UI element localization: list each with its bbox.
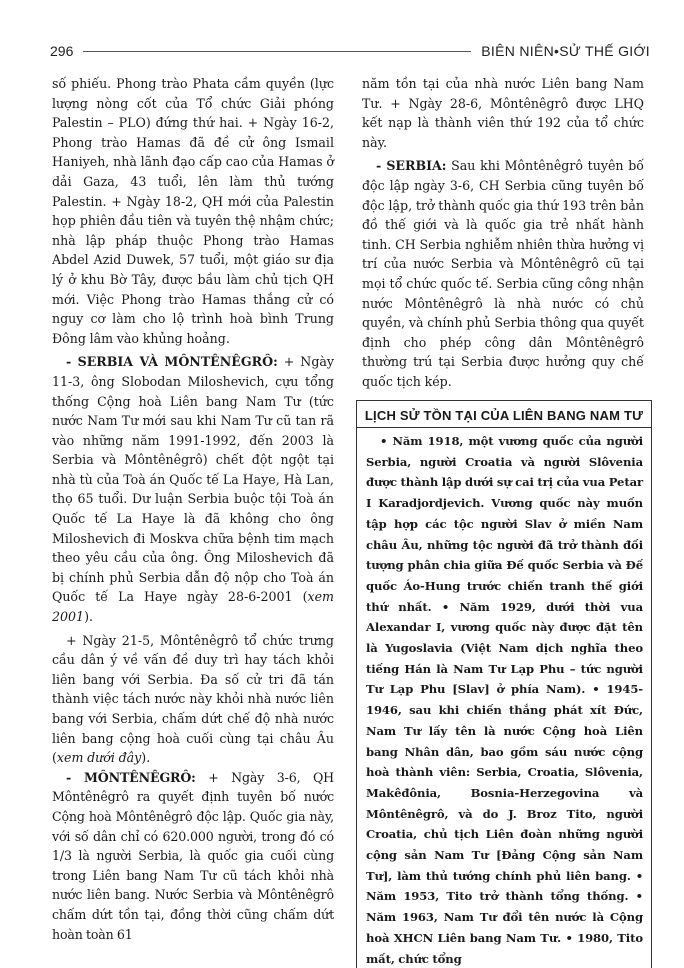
- paragraph-serbia-montenegro: [52, 352, 334, 626]
- page-number: 296: [50, 43, 74, 59]
- paragraph-palestine: số phiếu. Phong trào Phata cầm quyền (lực lượng nòng cốt của Tổ chức Giải phóng Palestin – PLO) đứng thứ hai. + Ngày 16-2, Phong trào Hamas đã đề cử ông Ismail Haniyeh, nhà lãnh đạo cấp cao của Hamas ở dải Gaza, 43 tuổi, lên làm thủ tướng Palestin. + Ngày 18-2, QH mới của Palestin họp phiên đầu tiên và tuyên thệ nhậm chức; nhà lập pháp thuộc Phong trào Hamas Abdel Azid Duwek, 57 tuổi, một giáo sư địa lý ở khu Bờ Tây, được bầu làm chủ tịch QH mới. Việc Phong trào Hamas thắng cử có nguy cơ làm cho lộ trình hoà bình Trung Đông lâm vào khủng hoảng.: [52, 76, 334, 346]
- section-text: Sau khi Môntênêgrô tuyên bố độc lập ngày 3-6, CH Serbia cũng tuyên bố độc lập, trở thành quốc gia thứ 193 trên bản đồ thế giới và là quốc gia trẻ nhất hành tinh. CH Serbia nghiễm nhiên thừa hưởng vị trí của nước Serbia và Môntênêgrô cũ tại mọi tổ chức quốc tế. Serbia cũng công nhận nước Môntênêgrô là nhà nước có chủ quyền, và chính phủ Serbia thông qua quyết định cho phép công dân Môntênêgrô thường trú tại Serbia được hưởng quy chế quốc tịch kép.: [362, 158, 644, 389]
- section-text-end: ).: [141, 750, 151, 766]
- paragraph-referendum: [52, 631, 334, 768]
- left-column: [52, 74, 334, 944]
- cross-reference: xem dưới đây: [56, 750, 142, 766]
- right-column: [362, 74, 644, 392]
- section-text: + Ngày 11-3, ông Slobodan Miloshevich, cựu tổng thống Cộng hoà Liên bang Nam Tư (tức nước Nam Tư mới sau khi Nam Tư cũ tan rã vào những năm 1991-1992, đến 2003 là Serbia và Môntênêgrô) chết đột ngột tại nhà tù của Toà án Quốc tế La Haye, Hà Lan, thọ 65 tuổi. Dư luận Serbia buộc tội Toà án Quốc tế La Haye là đã không cho ông Miloshevich đi Moskva chữa bệnh tim mạch theo yêu cầu của ông. Ông Miloshevich đã bị chính phủ Serbia dẫn độ nộp cho Toà án Quốc tế La Haye ngày 28-6-2001 (: [52, 354, 335, 605]
- section-heading-serbia-montenegro: - SERBIA VÀ MÔNTÊNÊGRÔ:: [66, 354, 278, 370]
- cross-reference: xem 2001: [52, 589, 334, 625]
- section-text: + Ngày 3-6, QH Môntênêgrô ra quyết định tuyên bố nước Cộng hoà Môntênêgrô độc lập. Quốc gia này, với số dân chỉ có 620.000 người, trong đó có 1/3 là người Serbia, là quốc gia cuối cùng trong Liên bang Nam Tư cũ tách khỏi nhà nước liên bang. Nước Serbia và Môntênêgrô chấm dứt tồn tại, đồng thời cũng chấm dứt hoàn toàn 61: [52, 769, 334, 942]
- paragraph-serbia: [362, 156, 644, 391]
- running-title: BIÊN NIÊN•SỬ THẾ GIỚI: [481, 43, 650, 59]
- sidebar-box-text: • Năm 1918, một vương quốc của người Serbia, người Croatia và người Slôvenia được thành lập dưới sự cai trị của vua Petar I Karadjordjevich. Vương quốc này muốn tập hợp các tộc người Slav ở miền Nam châu Âu, những tộc người đã trở thành đối tượng phân chia giữa Đế quốc Serbia và Đế quốc Áo-Hung trước chiến tranh thế giới thứ nhất. • Năm 1929, dưới thời vua Alexandar I, vương quốc này được đặt tên là Yugoslavia (Việt Nam dịch nghĩa theo tiếng Hán là Nam Tư Lạp Phu – tức người Tư Lạp Phu [Slav] ở phía Nam). • 1945-1946, sau khi chiến thắng phát xít Đức, Nam Tư lấy tên là nước Cộng hoà Liên bang Nhân dân, bao gồm sáu nước cộng hoà thành viên: Serbia, Croatia, Slôvenia, Makêđônia, Bosnia-Herzegovina và Môntênêgrô, và do J. Broz Tito, người Croatia, chủ tịch Liên đoàn những người cộng sản Nam Tư [Đảng Cộng sản Nam Tư], làm thủ tướng chính phủ liên bang. • Năm 1953, Tito trở thành tổng thống. • Năm 1963, Nam Tư đổi tên nước là Cộng hoà XHCN Liên bang Nam Tư. • 1980, Tito mất, chức tổng: [366, 434, 643, 966]
- section-heading-montenegro: - MÔNTÊNÊGRÔ:: [66, 769, 196, 785]
- section-text: + Ngày 21-5, Môntênêgrô tổ chức trưng cầu dân ý về vấn đề duy trì hay tách khỏi liên bang với Serbia. Đa số cử tri đã tán thành việc tách nước này khỏi nhà nước liên bang với Serbia, chấm dứt chế độ nhà nước liên bang cộng hoà cuối cùng tại châu Âu (: [52, 632, 334, 766]
- paragraph-montenegro-continued: năm tồn tại của nhà nước Liên bang Nam Tư. + Ngày 28-6, Môntênêgrô được LHQ kết nạp là thành viên thứ 192 của tổ chức này.: [362, 76, 644, 150]
- header-rule: [83, 51, 471, 52]
- section-text-end: ).: [84, 609, 93, 625]
- page-header: [50, 40, 650, 62]
- sidebar-box-title: LỊCH SỬ TỒN TẠI CỦA LIÊN BANG NAM TƯ: [357, 407, 651, 428]
- section-heading-serbia: - SERBIA:: [376, 158, 447, 174]
- sidebar-box-yugoslavia-history: [356, 400, 652, 968]
- paragraph-montenegro: [52, 768, 334, 944]
